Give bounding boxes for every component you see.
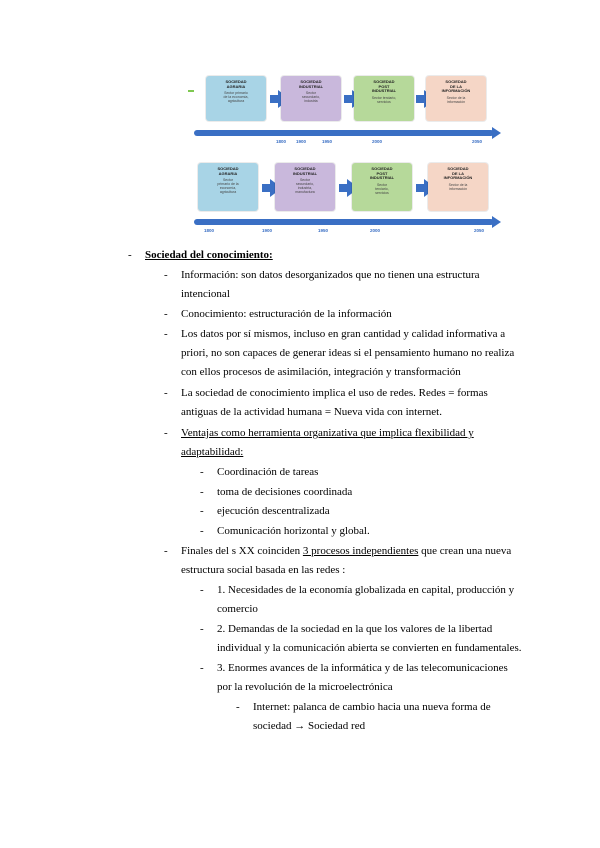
box-desc: Sector terciario, servicios <box>371 95 397 104</box>
advantage-item: ejecución descentralizada <box>217 505 330 517</box>
bullet-dash: - <box>164 269 168 281</box>
timeline-arrow-icon <box>492 216 501 228</box>
box-desc: Sector terciario, servicios <box>375 182 389 195</box>
bullet-dash: - <box>164 427 168 439</box>
year-label: 2000 <box>372 139 383 144</box>
top-panel <box>184 70 504 147</box>
box-title: SOCIEDAD DE LA INFORMACIÓN <box>441 79 471 93</box>
process-1-line2: comercio <box>217 603 258 615</box>
item-datos-line2: priori, no son capaces de generar ideas si el pensamiento humano no realiza <box>181 347 515 359</box>
box-desc: Sector primario de la economía, agricultura <box>223 91 249 103</box>
item-ventajas-line1: Ventajas como herramienta organizativa que implica flexibilidad y <box>181 427 474 439</box>
internet-line1: Internet: palanca de cambio hacia una nueva forma de <box>253 701 491 713</box>
item-datos-line1: Los datos por sí mismos, incluso en gran cantidad y calidad informativa a <box>181 328 506 340</box>
bullet-dash: - <box>128 249 132 261</box>
item-finales-line1 <box>181 542 511 561</box>
item-informacion-line2: intencional <box>181 288 230 300</box>
box-desc: Sector secundario, industria, manufactura <box>295 178 315 194</box>
bullet-dash: - <box>236 701 240 713</box>
box-desc: Sector secundario, industria <box>301 91 321 103</box>
box-title: SOCIEDAD INDUSTRIAL <box>298 79 324 89</box>
bottom-panel <box>184 155 504 240</box>
bottom-box-3 <box>352 163 412 211</box>
process-2-line1: 2. Demandas de la sociedad en la que los valores de la libertad <box>217 623 493 635</box>
bullet-dash: - <box>200 466 204 478</box>
bullet-dash: - <box>164 328 168 340</box>
process-2-line2: individual y la comunicación abierta se convierten en fundamentales. <box>217 642 522 654</box>
bullet-dash: - <box>200 623 204 635</box>
item-informacion-line1: Información: son datos desorganizados que no tienen una estructura <box>181 269 480 281</box>
box-desc: Sector primario de la economía, agricultura <box>217 178 239 194</box>
top-box-1 <box>206 76 266 121</box>
advantage-item: Coordinación de tareas <box>217 466 319 478</box>
year-label: 2050 <box>472 139 483 144</box>
item-redes-line1: La sociedad de conocimiento implica el uso de redes. Redes = formas <box>181 387 488 399</box>
section-heading: Sociedad del conocimiento: <box>145 249 273 261</box>
year-label: 2050 <box>474 228 485 233</box>
finales-pre: Finales del s XX coinciden <box>181 545 303 557</box>
bullet-dash: - <box>164 387 168 399</box>
top-box-3 <box>354 76 414 121</box>
year-label: 2000 <box>370 228 381 233</box>
bullet-dash: - <box>200 662 204 674</box>
bottom-box-1 <box>198 163 258 211</box>
finales-post: que crean una nueva <box>418 545 512 557</box>
year-label: 1950 <box>322 139 333 144</box>
timeline-bar <box>194 219 494 225</box>
bottom-box-4 <box>428 163 488 211</box>
box-title: SOCIEDAD POST INDUSTRIAL <box>371 79 397 93</box>
internet-line2: sociedad → Sociedad red <box>253 720 366 732</box>
box-desc: Sector de la información <box>446 95 466 104</box>
box-title: SOCIEDAD INDUSTRIAL <box>292 166 318 176</box>
item-conocimiento: Conocimiento: estructuración de la información <box>181 308 392 320</box>
year-label: 1900 <box>262 228 273 233</box>
bullet-dash: - <box>200 505 204 517</box>
box-desc: Sector de la información <box>448 182 468 191</box>
timeline-bar <box>194 130 494 136</box>
box-title: SOCIEDAD DE LA INFORMACIÓN <box>443 166 473 180</box>
box-title: SOCIEDAD AGRARIA <box>225 79 247 89</box>
top-box-4 <box>426 76 486 121</box>
item-redes-line2: antiguas de la actividad humana = Nueva vida con internet. <box>181 406 442 418</box>
advantage-item: toma de decisiones coordinada <box>217 486 353 498</box>
process-3-line1: 3. Enormes avances de la informática y de las telecomunicaciones <box>217 662 508 674</box>
item-finales-line2: estructura social basada en las redes : <box>181 564 346 576</box>
bullet-dash: - <box>164 545 168 557</box>
finales-underlined: 3 procesos independientes <box>302 545 419 557</box>
year-label: 1900 <box>296 139 307 144</box>
box-title: SOCIEDAD AGRARIA <box>217 166 239 176</box>
green-marker <box>188 90 194 92</box>
top-box-2 <box>281 76 341 121</box>
bottom-box-2 <box>275 163 335 211</box>
year-label: 1800 <box>276 139 287 144</box>
timeline-arrow-icon <box>492 127 501 139</box>
item-ventajas-line2: adaptabilidad: <box>181 446 244 458</box>
item-datos-line3: con ellos procesos de asimilación, integración y transformación <box>181 366 461 378</box>
evolution-diagram-image <box>184 70 504 240</box>
advantage-item: Comunicación horizontal y global. <box>217 525 370 537</box>
year-label: 1800 <box>204 228 215 233</box>
year-label: 1950 <box>318 228 329 233</box>
process-1-line1: 1. Necesidades de la economía globalizada en capital, producción y <box>217 584 515 596</box>
box-title: SOCIEDAD POST INDUSTRIAL <box>369 166 395 180</box>
bullet-dash: - <box>200 486 204 498</box>
bullet-dash: - <box>200 584 204 596</box>
process-3-line2: por la revolución de la microelectrónica <box>217 681 393 693</box>
bullet-dash: - <box>164 308 168 320</box>
bullet-dash: - <box>200 525 204 537</box>
